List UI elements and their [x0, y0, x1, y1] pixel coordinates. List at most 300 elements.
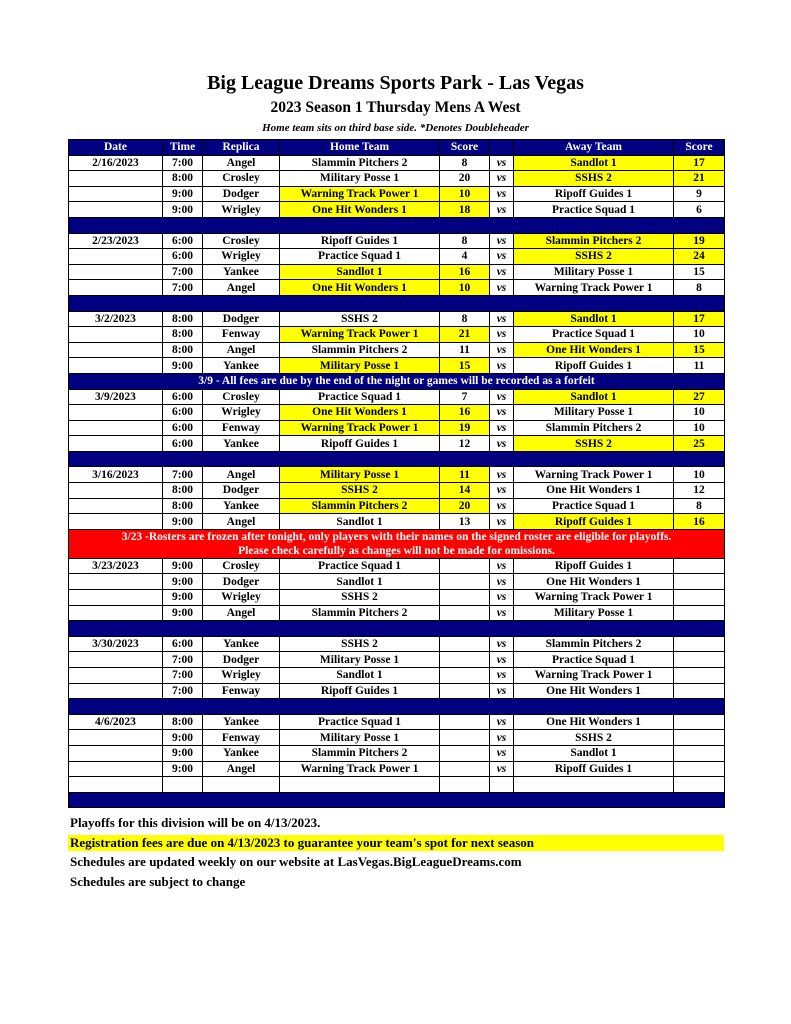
away-team: Ripoff Guides 1	[514, 358, 674, 374]
home-score	[440, 730, 490, 746]
away-score: 16	[674, 514, 725, 530]
away-score: 17	[674, 311, 725, 327]
vs-label: vs	[490, 574, 514, 590]
away-score: 27	[674, 389, 725, 405]
game-replica: Yankee	[203, 714, 280, 730]
vs-label: vs	[490, 186, 514, 202]
game-date	[69, 249, 163, 265]
game-replica: Angel	[203, 761, 280, 777]
game-replica: Wrigley	[203, 202, 280, 218]
col-time: Time	[163, 140, 203, 156]
table-header-row	[69, 140, 725, 156]
game-time: 9:00	[163, 558, 203, 574]
home-team: Slammin Pitchers 2	[280, 498, 440, 514]
schedule-table	[68, 139, 725, 808]
vs-label: vs	[490, 264, 514, 280]
blank-cell	[163, 777, 203, 793]
blank-cell	[440, 777, 490, 793]
home-team: Slammin Pitchers 2	[280, 342, 440, 358]
away-score: 8	[674, 498, 725, 514]
away-team: Sandlot 1	[514, 155, 674, 171]
game-time: 9:00	[163, 186, 203, 202]
vs-label: vs	[490, 358, 514, 374]
game-replica: Yankee	[203, 358, 280, 374]
home-team: Military Posse 1	[280, 467, 440, 483]
home-score: 13	[440, 514, 490, 530]
home-team: Practice Squad 1	[280, 558, 440, 574]
game-time: 6:00	[163, 249, 203, 265]
away-score: 11	[674, 358, 725, 374]
table-row	[69, 327, 725, 343]
vs-label: vs	[490, 436, 514, 452]
roster-notice-line: Please check carefully as changes will not be made for omissions.	[238, 544, 555, 557]
home-team: Military Posse 1	[280, 358, 440, 374]
home-team: Warning Track Power 1	[280, 420, 440, 436]
game-date: 3/30/2023	[69, 636, 163, 652]
blank-cell	[514, 777, 674, 793]
vs-label: vs	[490, 249, 514, 265]
game-time: 7:00	[163, 652, 203, 668]
table-row	[69, 730, 725, 746]
away-score	[674, 636, 725, 652]
vs-label: vs	[490, 605, 514, 621]
game-date	[69, 280, 163, 296]
col-date: Date	[69, 140, 163, 156]
week-separator	[69, 699, 725, 715]
game-replica: Wrigley	[203, 590, 280, 606]
table-row	[69, 574, 725, 590]
home-score: 21	[440, 327, 490, 343]
home-score: 4	[440, 249, 490, 265]
away-score: 15	[674, 342, 725, 358]
home-score	[440, 605, 490, 621]
game-date	[69, 590, 163, 606]
away-score	[674, 590, 725, 606]
away-team: SSHS 2	[514, 249, 674, 265]
table-row	[69, 264, 725, 280]
page-title: Big League Dreams Sports Park - Las Vegas	[207, 72, 584, 94]
away-score: 15	[674, 264, 725, 280]
vs-label: vs	[490, 683, 514, 699]
home-team: One Hit Wonders 1	[280, 202, 440, 218]
game-replica: Crosley	[203, 171, 280, 187]
away-team: Slammin Pitchers 2	[514, 636, 674, 652]
away-team: Practice Squad 1	[514, 498, 674, 514]
game-time: 8:00	[163, 498, 203, 514]
vs-label: vs	[490, 652, 514, 668]
home-team: SSHS 2	[280, 483, 440, 499]
blank-cell	[203, 777, 280, 793]
game-time: 8:00	[163, 714, 203, 730]
away-team: Warning Track Power 1	[514, 590, 674, 606]
vs-label: vs	[490, 233, 514, 249]
game-replica: Dodger	[203, 186, 280, 202]
vs-label: vs	[490, 730, 514, 746]
game-replica: Yankee	[203, 498, 280, 514]
game-date	[69, 186, 163, 202]
notice-row	[69, 529, 725, 558]
game-replica: Dodger	[203, 652, 280, 668]
separator-cell	[69, 451, 725, 467]
home-team: Warning Track Power 1	[280, 761, 440, 777]
table-row	[69, 171, 725, 187]
away-team: SSHS 2	[514, 171, 674, 187]
game-date	[69, 652, 163, 668]
home-team: Sandlot 1	[280, 574, 440, 590]
table-row	[69, 636, 725, 652]
game-date: 3/2/2023	[69, 311, 163, 327]
game-time: 7:00	[163, 155, 203, 171]
fees-notice: 3/9 - All fees are due by the end of the night or games will be recorded as a forfeit	[69, 373, 725, 389]
game-time: 9:00	[163, 730, 203, 746]
vs-label: vs	[490, 483, 514, 499]
away-score	[674, 652, 725, 668]
game-replica: Crosley	[203, 233, 280, 249]
table-row	[69, 436, 725, 452]
week-separator	[69, 217, 725, 233]
table-row	[69, 202, 725, 218]
game-date	[69, 514, 163, 530]
away-score	[674, 668, 725, 684]
vs-label: vs	[490, 761, 514, 777]
game-time: 6:00	[163, 389, 203, 405]
game-replica: Angel	[203, 280, 280, 296]
home-score	[440, 590, 490, 606]
game-replica: Angel	[203, 467, 280, 483]
game-date	[69, 264, 163, 280]
game-replica: Yankee	[203, 436, 280, 452]
col-away-score: Score	[674, 140, 725, 156]
game-date	[69, 605, 163, 621]
home-team: One Hit Wonders 1	[280, 280, 440, 296]
away-team: Ripoff Guides 1	[514, 186, 674, 202]
away-team: Sandlot 1	[514, 389, 674, 405]
blank-row	[69, 777, 725, 793]
game-time: 8:00	[163, 171, 203, 187]
table-row	[69, 420, 725, 436]
home-score: 8	[440, 311, 490, 327]
home-team: Ripoff Guides 1	[280, 233, 440, 249]
game-time: 6:00	[163, 233, 203, 249]
game-date	[69, 358, 163, 374]
vs-label: vs	[490, 467, 514, 483]
table-row	[69, 558, 725, 574]
table-row	[69, 498, 725, 514]
away-score	[674, 761, 725, 777]
game-replica: Angel	[203, 605, 280, 621]
blank-cell	[280, 777, 440, 793]
away-team: SSHS 2	[514, 730, 674, 746]
vs-label: vs	[490, 514, 514, 530]
home-score	[440, 574, 490, 590]
home-team: Slammin Pitchers 2	[280, 605, 440, 621]
home-team: Slammin Pitchers 2	[280, 155, 440, 171]
away-team: Sandlot 1	[514, 745, 674, 761]
home-score: 7	[440, 389, 490, 405]
game-date	[69, 730, 163, 746]
vs-label: vs	[490, 171, 514, 187]
home-score: 11	[440, 342, 490, 358]
game-date	[69, 436, 163, 452]
schedule-body	[69, 155, 725, 808]
away-team: Slammin Pitchers 2	[514, 233, 674, 249]
away-team: One Hit Wonders 1	[514, 683, 674, 699]
home-score: 11	[440, 467, 490, 483]
game-replica: Wrigley	[203, 249, 280, 265]
subject-note: Schedules are subject to change	[70, 874, 246, 889]
away-team: Slammin Pitchers 2	[514, 420, 674, 436]
table-row	[69, 405, 725, 421]
table-row	[69, 514, 725, 530]
home-score: 14	[440, 483, 490, 499]
vs-label: vs	[490, 311, 514, 327]
separator-cell	[69, 217, 725, 233]
away-score: 6	[674, 202, 725, 218]
blank-cell	[674, 777, 725, 793]
away-score: 9	[674, 186, 725, 202]
game-time: 6:00	[163, 420, 203, 436]
notice-row	[69, 373, 725, 389]
table-row	[69, 233, 725, 249]
week-separator	[69, 451, 725, 467]
table-row	[69, 155, 725, 171]
vs-label: vs	[490, 636, 514, 652]
away-team: Practice Squad 1	[514, 652, 674, 668]
game-replica: Fenway	[203, 683, 280, 699]
home-team: SSHS 2	[280, 636, 440, 652]
home-score: 16	[440, 264, 490, 280]
table-row	[69, 389, 725, 405]
away-score	[674, 683, 725, 699]
game-date: 3/23/2023	[69, 558, 163, 574]
separator-cell	[69, 792, 725, 808]
registration-note: Registration fees are due on 4/13/2023 to guarantee your team's spot for next season	[68, 835, 724, 851]
table-row	[69, 342, 725, 358]
table-row	[69, 714, 725, 730]
away-team: Warning Track Power 1	[514, 668, 674, 684]
table-row	[69, 186, 725, 202]
away-score: 10	[674, 467, 725, 483]
home-team: Warning Track Power 1	[280, 327, 440, 343]
home-team: SSHS 2	[280, 311, 440, 327]
vs-label: vs	[490, 745, 514, 761]
table-row	[69, 683, 725, 699]
playoffs-note: Playoffs for this division will be on 4/13/2023.	[70, 815, 321, 830]
home-team: One Hit Wonders 1	[280, 405, 440, 421]
table-row	[69, 605, 725, 621]
table-row	[69, 652, 725, 668]
home-score: 18	[440, 202, 490, 218]
table-row	[69, 745, 725, 761]
game-replica: Wrigley	[203, 668, 280, 684]
away-team: Warning Track Power 1	[514, 280, 674, 296]
blank-cell	[69, 777, 163, 793]
game-time: 8:00	[163, 342, 203, 358]
home-score: 8	[440, 233, 490, 249]
game-replica: Angel	[203, 155, 280, 171]
away-score	[674, 605, 725, 621]
table-row	[69, 467, 725, 483]
away-team: Ripoff Guides 1	[514, 558, 674, 574]
game-time: 7:00	[163, 264, 203, 280]
page-subtitle: 2023 Season 1 Thursday Mens A West	[270, 99, 521, 116]
home-team: Ripoff Guides 1	[280, 436, 440, 452]
away-team: Warning Track Power 1	[514, 467, 674, 483]
away-score: 12	[674, 483, 725, 499]
game-date	[69, 668, 163, 684]
vs-label: vs	[490, 590, 514, 606]
vs-label: vs	[490, 280, 514, 296]
away-score	[674, 574, 725, 590]
game-time: 6:00	[163, 636, 203, 652]
separator-cell	[69, 295, 725, 311]
away-score: 10	[674, 420, 725, 436]
vs-label: vs	[490, 405, 514, 421]
home-team: Ripoff Guides 1	[280, 683, 440, 699]
away-team: Military Posse 1	[514, 264, 674, 280]
game-time: 8:00	[163, 311, 203, 327]
game-date	[69, 171, 163, 187]
away-score	[674, 730, 725, 746]
game-date: 3/16/2023	[69, 467, 163, 483]
vs-label: vs	[490, 342, 514, 358]
home-score	[440, 761, 490, 777]
game-replica: Dodger	[203, 483, 280, 499]
blank-cell	[490, 777, 514, 793]
home-team: Sandlot 1	[280, 514, 440, 530]
table-row	[69, 280, 725, 296]
home-team: Practice Squad 1	[280, 389, 440, 405]
home-score: 19	[440, 420, 490, 436]
game-date	[69, 420, 163, 436]
game-replica: Fenway	[203, 730, 280, 746]
game-time: 9:00	[163, 358, 203, 374]
away-team: One Hit Wonders 1	[514, 342, 674, 358]
game-replica: Angel	[203, 342, 280, 358]
away-team: Military Posse 1	[514, 405, 674, 421]
home-score: 20	[440, 171, 490, 187]
page-note: Home team sits on third base side. *Denotes Doubleheader	[262, 122, 529, 134]
away-score: 8	[674, 280, 725, 296]
away-team: Practice Squad 1	[514, 327, 674, 343]
home-score	[440, 558, 490, 574]
home-score: 16	[440, 405, 490, 421]
away-score: 17	[674, 155, 725, 171]
game-time: 7:00	[163, 668, 203, 684]
home-score: 15	[440, 358, 490, 374]
game-date	[69, 574, 163, 590]
away-score: 10	[674, 327, 725, 343]
roster-notice-line: 3/23 -Rosters are frozen after tonight, only players with their names on the signed roster are eligible for playoffs.	[121, 530, 672, 543]
home-score	[440, 714, 490, 730]
table-row	[69, 668, 725, 684]
game-time: 7:00	[163, 467, 203, 483]
game-time: 9:00	[163, 745, 203, 761]
home-team: Military Posse 1	[280, 171, 440, 187]
home-score	[440, 683, 490, 699]
game-time: 8:00	[163, 483, 203, 499]
table-row	[69, 483, 725, 499]
home-score: 8	[440, 155, 490, 171]
home-team: Warning Track Power 1	[280, 186, 440, 202]
vs-label: vs	[490, 498, 514, 514]
game-replica: Wrigley	[203, 405, 280, 421]
game-time: 7:00	[163, 280, 203, 296]
week-separator	[69, 621, 725, 637]
game-time: 9:00	[163, 514, 203, 530]
away-score	[674, 558, 725, 574]
separator-cell	[69, 699, 725, 715]
game-date	[69, 498, 163, 514]
away-team: Practice Squad 1	[514, 202, 674, 218]
vs-label: vs	[490, 668, 514, 684]
game-date	[69, 327, 163, 343]
away-team: Military Posse 1	[514, 605, 674, 621]
col-home-team: Home Team	[280, 140, 440, 156]
game-date: 2/16/2023	[69, 155, 163, 171]
game-time: 8:00	[163, 327, 203, 343]
home-team: SSHS 2	[280, 590, 440, 606]
col-away-team: Away Team	[514, 140, 674, 156]
game-date	[69, 483, 163, 499]
separator-cell	[69, 621, 725, 637]
table-row	[69, 358, 725, 374]
game-date: 4/6/2023	[69, 714, 163, 730]
home-score	[440, 636, 490, 652]
vs-label: vs	[490, 202, 514, 218]
vs-label: vs	[490, 327, 514, 343]
week-separator	[69, 792, 725, 808]
game-date	[69, 405, 163, 421]
game-replica: Angel	[203, 514, 280, 530]
home-team: Practice Squad 1	[280, 249, 440, 265]
game-replica: Yankee	[203, 745, 280, 761]
game-replica: Dodger	[203, 574, 280, 590]
game-replica: Crosley	[203, 558, 280, 574]
away-team: Ripoff Guides 1	[514, 761, 674, 777]
game-date	[69, 683, 163, 699]
home-score: 12	[440, 436, 490, 452]
away-team: One Hit Wonders 1	[514, 483, 674, 499]
away-team: One Hit Wonders 1	[514, 574, 674, 590]
game-time: 9:00	[163, 590, 203, 606]
game-replica: Fenway	[203, 327, 280, 343]
game-date: 3/9/2023	[69, 389, 163, 405]
home-team: Sandlot 1	[280, 264, 440, 280]
vs-label: vs	[490, 558, 514, 574]
game-replica: Crosley	[203, 389, 280, 405]
table-row	[69, 590, 725, 606]
away-team: Sandlot 1	[514, 311, 674, 327]
vs-label: vs	[490, 155, 514, 171]
table-row	[69, 311, 725, 327]
game-replica: Dodger	[203, 311, 280, 327]
week-separator	[69, 295, 725, 311]
home-score: 10	[440, 280, 490, 296]
game-time: 6:00	[163, 405, 203, 421]
away-score: 24	[674, 249, 725, 265]
away-score	[674, 745, 725, 761]
vs-label: vs	[490, 714, 514, 730]
home-score	[440, 668, 490, 684]
home-score: 10	[440, 186, 490, 202]
home-score	[440, 652, 490, 668]
table-row	[69, 249, 725, 265]
game-time: 9:00	[163, 202, 203, 218]
col-home-score: Score	[440, 140, 490, 156]
game-date	[69, 761, 163, 777]
home-team: Military Posse 1	[280, 652, 440, 668]
